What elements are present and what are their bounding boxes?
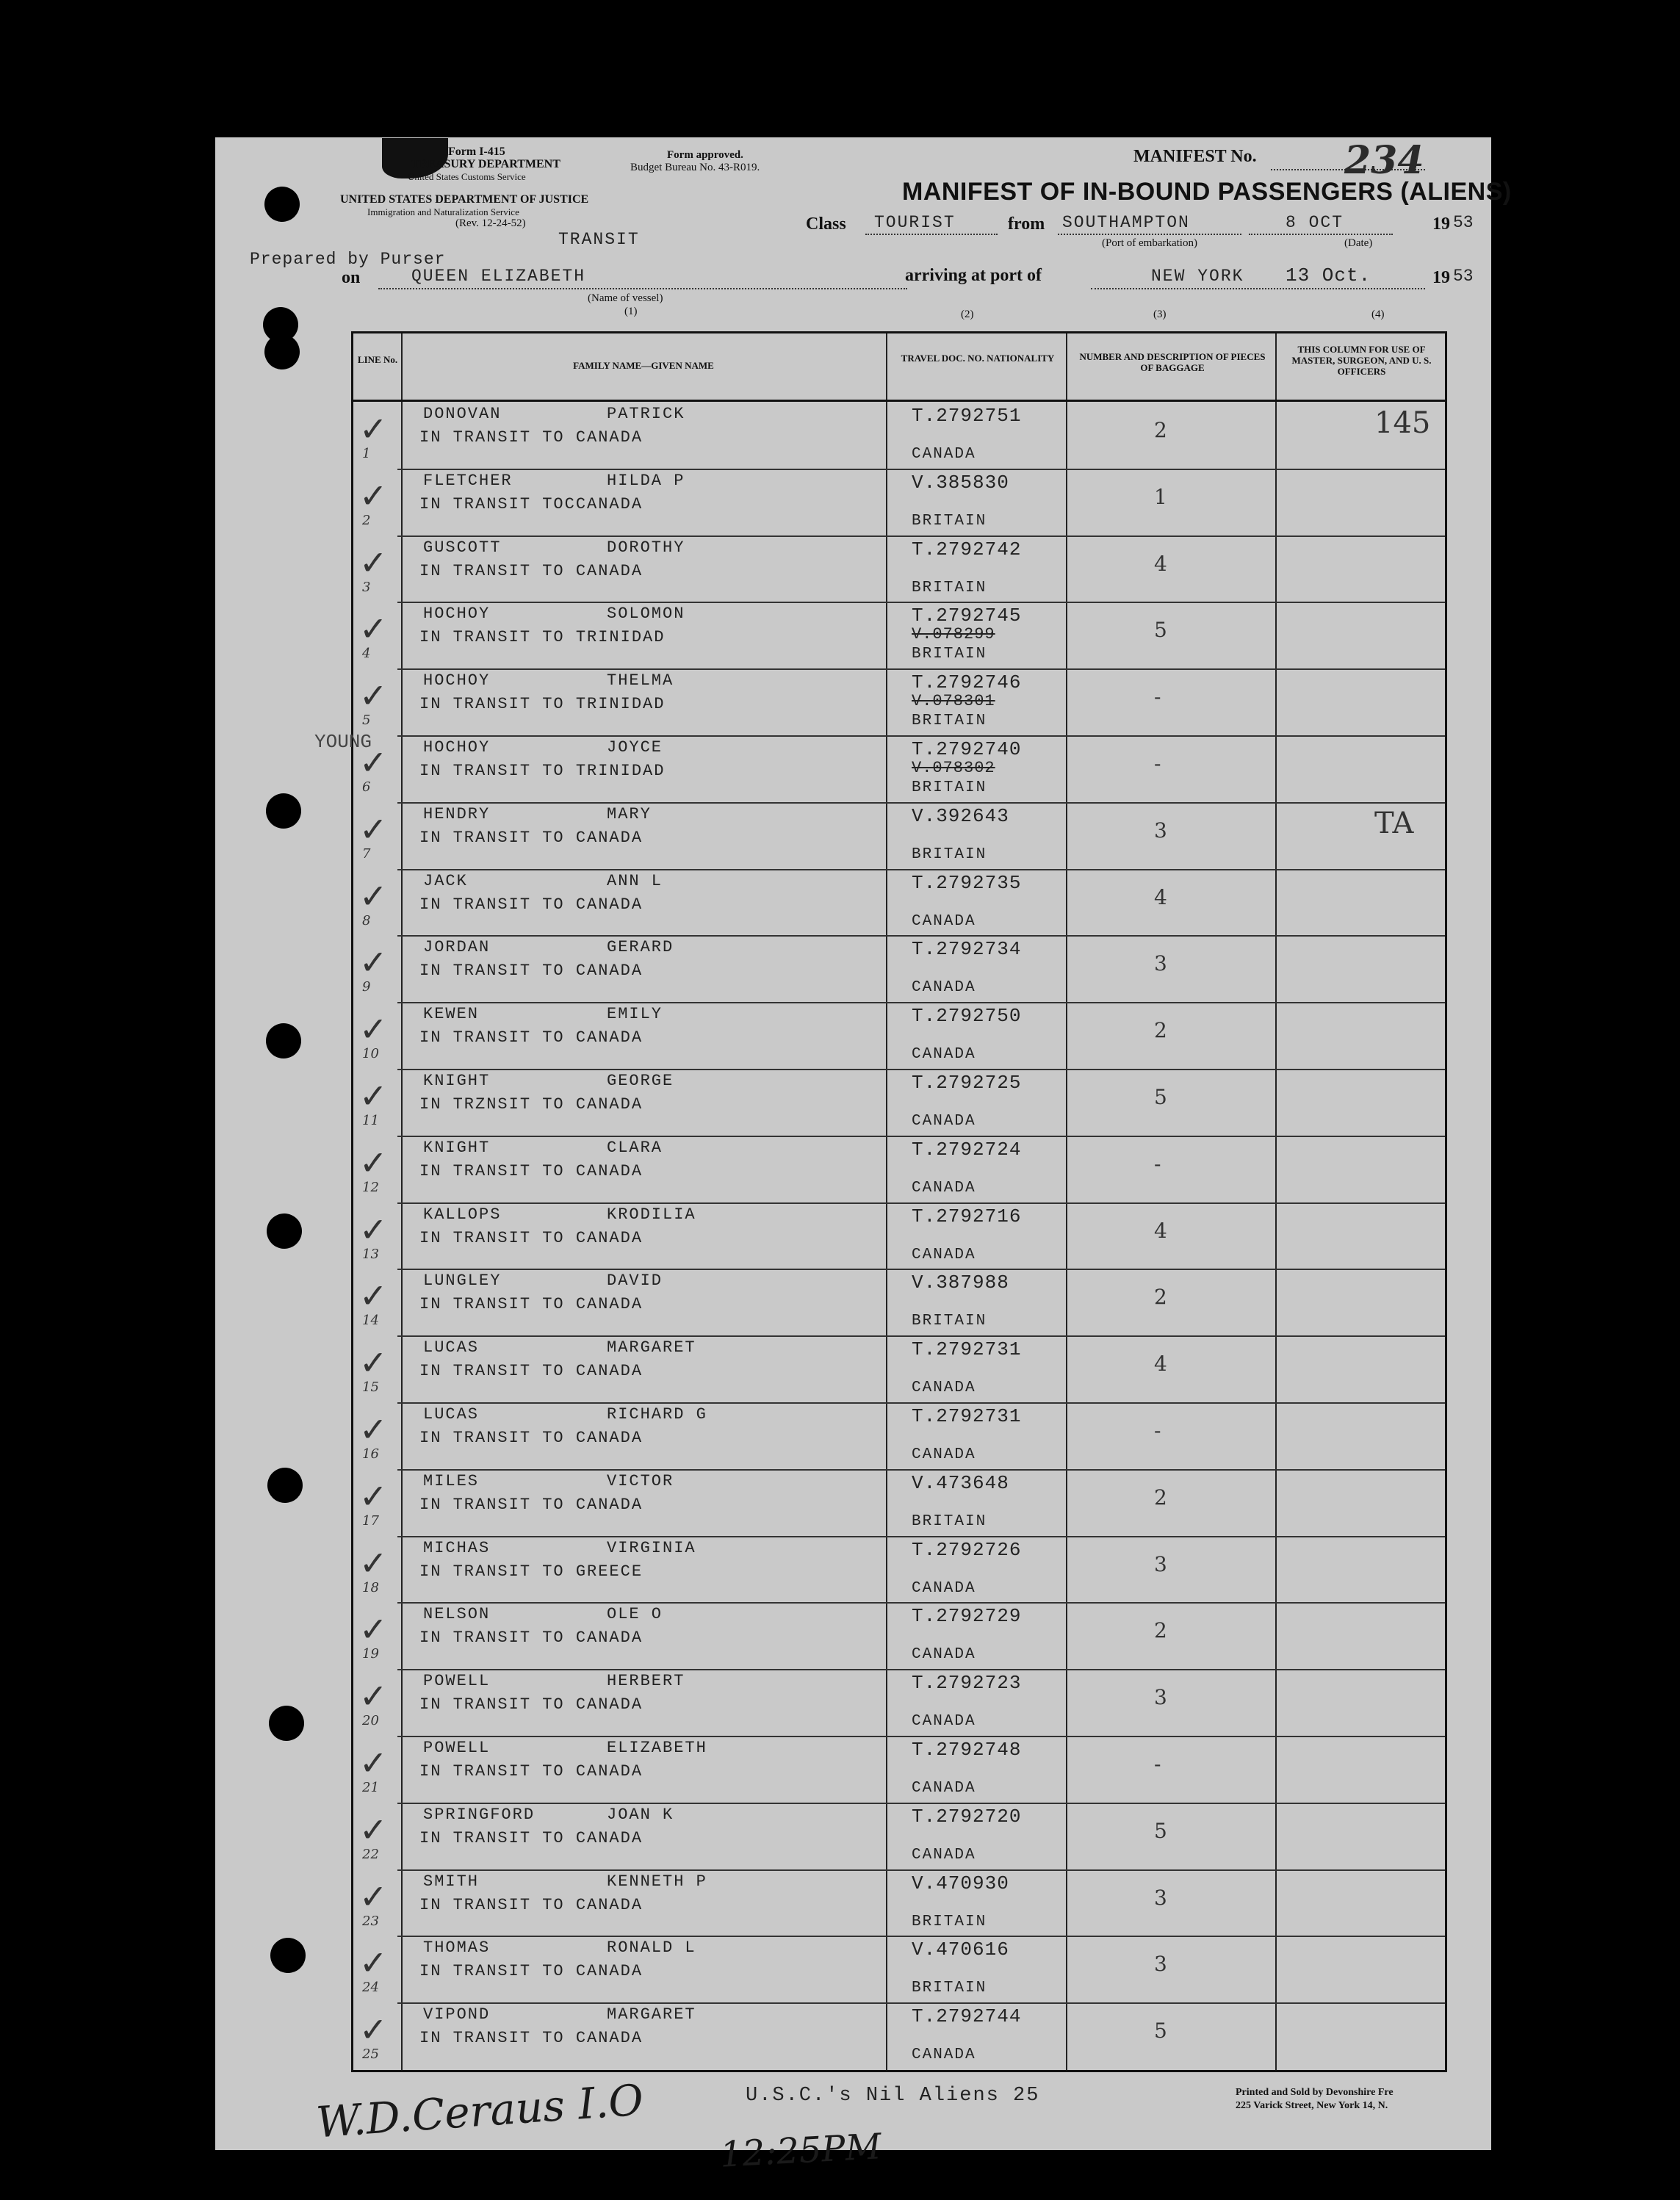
class-value: TOURIST <box>874 213 956 232</box>
vessel-name: QUEEN ELIZABETH <box>411 267 586 286</box>
year-2: 53 <box>1453 267 1474 286</box>
baggage-count: 2 <box>1154 1618 1167 1643</box>
cancelled-doc-number: V.078301 <box>912 692 995 711</box>
baggage-count: 2 <box>1154 1485 1167 1510</box>
nationality: CANADA <box>912 1579 976 1597</box>
baggage-count: 3 <box>1154 951 1167 976</box>
class-label: Class <box>806 214 846 234</box>
nationality: CANADA <box>912 1846 976 1864</box>
family-name: KNIGHT <box>423 1072 491 1090</box>
family-name: HENDRY <box>423 804 491 823</box>
line-number: 13 <box>362 1246 379 1262</box>
nationality: CANADA <box>912 1379 976 1397</box>
transit-note: IN TRANSIT TO CANADA <box>419 2029 643 2048</box>
line-number: 4 <box>362 646 371 662</box>
transit-note: IN TRANSIT TO CANADA <box>419 1295 643 1314</box>
line-number: 10 <box>362 1046 379 1062</box>
nationality: CANADA <box>912 1179 976 1197</box>
baggage-count: - <box>1154 685 1161 710</box>
table-row <box>353 1669 1445 1736</box>
punch-hole <box>267 1468 303 1503</box>
punch-hole <box>270 1938 306 1973</box>
nationality: BRITAIN <box>912 646 987 663</box>
travel-doc-number: V.473648 <box>912 1471 1009 1494</box>
travel-doc-number: V.387988 <box>912 1272 1009 1294</box>
line-number: 22 <box>362 1846 379 1862</box>
family-name: KEWEN <box>423 1005 480 1024</box>
port-embarkation-caption: (Port of embarkation) <box>1102 237 1197 249</box>
line-number: 15 <box>362 1379 379 1396</box>
date-caption: (Date) <box>1344 237 1373 249</box>
check-mark-icon: ✓ <box>359 1743 388 1783</box>
baggage-count: 2 <box>1154 1018 1167 1043</box>
col2-number: (2) <box>961 309 974 320</box>
family-name: GUSCOTT <box>423 538 502 557</box>
col-line-no: LINE No. <box>357 354 398 365</box>
table-row <box>353 602 1445 668</box>
given-name: VIRGINIA <box>607 1538 696 1557</box>
signature: W.D.Ceraus I.O <box>314 2074 646 2148</box>
transit-note: IN TRANSIT TO CANADA <box>419 828 643 847</box>
table-row <box>353 1069 1445 1136</box>
transit-note: IN TRANSIT TO CANADA <box>419 1762 643 1781</box>
nationality: CANADA <box>912 446 976 463</box>
line-number: 9 <box>362 979 371 995</box>
transit-note: IN TRANSIT TO TRINIDAD <box>419 762 666 780</box>
signature-time: 12:25PM <box>718 2126 883 2176</box>
family-name: HOCHOY <box>423 738 491 757</box>
transit-stamp: TRANSIT <box>558 230 640 249</box>
given-name: RICHARD G <box>607 1405 707 1424</box>
check-mark-icon: ✓ <box>359 1943 388 1983</box>
given-name: MARY <box>607 804 652 823</box>
travel-doc-number: T.2792750 <box>912 1005 1022 1028</box>
nationality: CANADA <box>912 1780 976 1797</box>
from-label: from <box>1008 214 1045 234</box>
line-number: 12 <box>362 1179 379 1195</box>
transit-note: IN TRANSIT TO CANADA <box>419 1161 643 1180</box>
table-row <box>353 1936 1445 2002</box>
vessel-column-number: (1) <box>624 306 638 317</box>
line-number: 8 <box>362 912 371 928</box>
table-row <box>353 935 1445 1002</box>
transit-note: IN TRANSIT TO CANADA <box>419 561 643 580</box>
baggage-count: 4 <box>1154 1218 1167 1243</box>
baggage-count: 3 <box>1154 1885 1167 1910</box>
table-row <box>353 1136 1445 1202</box>
check-mark-icon: ✓ <box>359 676 388 716</box>
year-prefix-1: 19 <box>1432 214 1450 234</box>
table-row <box>353 1202 1445 1269</box>
travel-doc-number: T.2792716 <box>912 1205 1022 1227</box>
check-mark-icon: ✓ <box>359 809 388 849</box>
line-number: 19 <box>362 1646 379 1662</box>
line-number: 16 <box>362 1446 379 1462</box>
baggage-count: - <box>1154 1151 1161 1176</box>
given-name: DAVID <box>607 1272 663 1291</box>
treasury-dept: TREASURY DEPARTMENT <box>411 158 560 170</box>
given-name: GERARD <box>607 938 674 957</box>
justice-dept: UNITED STATES DEPARTMENT OF JUSTICE <box>340 193 589 206</box>
nationality: CANADA <box>912 1046 976 1064</box>
family-name: POWELL <box>423 1739 491 1757</box>
col-name: FAMILY NAME—GIVEN NAME <box>573 360 714 371</box>
check-mark-icon: ✓ <box>359 1543 388 1583</box>
family-name: HOCHOY <box>423 671 491 690</box>
form-revision: (Rev. 12-24-52) <box>455 217 526 229</box>
check-mark-icon: ✓ <box>359 1009 388 1050</box>
given-name: OLE O <box>607 1605 663 1624</box>
family-name: SMITH <box>423 1872 480 1891</box>
nationality: CANADA <box>912 2046 976 2064</box>
line-number: 1 <box>362 446 371 461</box>
nationality: CANADA <box>912 1446 976 1463</box>
baggage-count: - <box>1154 751 1161 776</box>
check-mark-icon: ✓ <box>359 942 388 983</box>
table-row <box>353 1736 1445 1803</box>
baggage-count: - <box>1154 1752 1161 1776</box>
check-mark-icon: ✓ <box>359 1209 388 1249</box>
given-name: DOROTHY <box>607 538 685 557</box>
check-mark-icon: ✓ <box>359 743 388 782</box>
check-mark-icon: ✓ <box>359 1410 388 1449</box>
nationality: BRITAIN <box>912 845 987 863</box>
table-row <box>353 2002 1445 2069</box>
table-row <box>353 1469 1445 1536</box>
given-name: KENNETH P <box>607 1872 707 1891</box>
family-name: HOCHOY <box>423 605 491 624</box>
travel-doc-number: V.385830 <box>912 471 1009 494</box>
col3-number: (3) <box>1153 309 1167 320</box>
given-name: HERBERT <box>607 1672 685 1691</box>
baggage-count: 5 <box>1154 618 1167 643</box>
official-note: 145 <box>1374 406 1431 440</box>
table-row <box>353 1869 1445 1936</box>
transit-note: IN TRANSIT TO CANADA <box>419 1962 643 1981</box>
punch-hole <box>269 1706 304 1741</box>
travel-doc-number: V.470616 <box>912 1938 1009 1961</box>
col-baggage: NUMBER AND DESCRIPTION OF PIECES OF BAGGAGE <box>1079 351 1266 373</box>
check-mark-icon: ✓ <box>359 1809 388 1850</box>
travel-doc-number: T.2792746 <box>912 671 1022 694</box>
travel-doc-number: T.2792724 <box>912 1138 1022 1161</box>
col-official: THIS COLUMN FOR USE OF MASTER, SURGEON, AND U. S. OFFICERS <box>1291 344 1432 377</box>
family-name: DONOVAN <box>423 405 502 423</box>
manifest-title: MANIFEST OF IN-BOUND PASSENGERS (ALIENS) <box>902 178 1512 206</box>
table-row <box>353 1002 1445 1069</box>
transit-note: IN TRANSIT TO CANADA <box>419 428 643 447</box>
given-name: RONALD L <box>607 1938 696 1958</box>
check-mark-icon: ✓ <box>359 542 388 583</box>
nationality: CANADA <box>912 979 976 997</box>
nationality: BRITAIN <box>912 1980 987 1997</box>
punch-hole <box>264 187 300 222</box>
nationality: BRITAIN <box>912 1913 987 1930</box>
baggage-count: 5 <box>1154 2019 1167 2044</box>
transit-note: IN TRANSIT TO TRINIDAD <box>419 695 666 714</box>
nationality: CANADA <box>912 1246 976 1263</box>
baggage-count: - <box>1154 1418 1161 1443</box>
travel-doc-number: T.2792720 <box>912 1805 1022 1828</box>
punch-hole <box>267 1213 302 1249</box>
nationality: BRITAIN <box>912 779 987 796</box>
baggage-count: 2 <box>1154 418 1167 442</box>
given-name: KRODILIA <box>607 1205 696 1224</box>
given-name: JOYCE <box>607 738 663 757</box>
family-name: LUNGLEY <box>423 1272 502 1291</box>
line-number: 18 <box>362 1579 379 1595</box>
given-name: VICTOR <box>607 1471 674 1490</box>
family-name: JACK <box>423 871 468 890</box>
baggage-count: 5 <box>1154 1085 1167 1109</box>
table-row <box>353 402 1445 469</box>
manifest-no-value: 234 <box>1344 138 1424 183</box>
travel-doc-number: T.2792723 <box>912 1672 1022 1695</box>
passenger-table <box>351 331 1447 2072</box>
table-row <box>353 1536 1445 1603</box>
form-number: Form I-415 <box>448 145 505 158</box>
line-number: 14 <box>362 1313 379 1329</box>
table-row <box>353 1269 1445 1335</box>
manifest-no-label: MANIFEST No. <box>1133 147 1257 166</box>
table-row <box>353 735 1445 802</box>
form-approved: Form approved. <box>667 149 743 161</box>
baggage-count: 4 <box>1154 1352 1167 1377</box>
embark-date: 8 OCT <box>1286 213 1344 232</box>
cancelled-doc-number: V.078302 <box>912 759 995 777</box>
line-number: 17 <box>362 1512 379 1529</box>
given-name: THELMA <box>607 671 674 690</box>
nationality: CANADA <box>912 1713 976 1731</box>
col-doc: TRAVEL DOC. NO. NATIONALITY <box>901 353 1055 364</box>
transit-note: IN TRANSIT TOCCANADA <box>419 494 643 513</box>
travel-doc-number: T.2792731 <box>912 1405 1022 1427</box>
printer-line-1: Printed and Sold by Devonshire Fre <box>1236 2087 1394 2098</box>
given-name: MARGARET <box>607 2005 696 2024</box>
footer-summary: U.S.C.'s Nil Aliens 25 <box>746 2085 1040 2107</box>
margin-young: YOUNG <box>314 731 372 753</box>
table-row <box>353 1402 1445 1469</box>
transit-note: IN TRANSIT TO CANADA <box>419 1828 643 1847</box>
travel-doc-number: T.2792726 <box>912 1538 1022 1561</box>
baggage-count: 3 <box>1154 1551 1167 1576</box>
printer-line-2: 225 Varick Street, New York 14, N. <box>1236 2100 1388 2111</box>
baggage-count: 5 <box>1154 1818 1167 1843</box>
cancelled-doc-number: V.078299 <box>912 625 995 644</box>
customs-service: United States Customs Service <box>408 171 526 182</box>
family-name: MILES <box>423 1471 480 1490</box>
check-mark-icon: ✓ <box>359 876 388 916</box>
baggage-count: 1 <box>1154 484 1167 509</box>
table-row <box>353 535 1445 602</box>
nationality: BRITAIN <box>912 579 987 596</box>
nationality: BRITAIN <box>912 1313 987 1330</box>
given-name: MARGARET <box>607 1338 696 1357</box>
col4-number: (4) <box>1371 309 1385 320</box>
transit-note: IN TRANSIT TO CANADA <box>419 895 643 914</box>
transit-note: IN TRANSIT TO CANADA <box>419 1362 643 1381</box>
check-mark-icon: ✓ <box>359 609 388 649</box>
transit-note: IN TRANSIT TO GREECE <box>419 1562 643 1581</box>
family-name: FLETCHER <box>423 471 513 490</box>
punch-hole <box>266 793 301 829</box>
table-row <box>353 668 1445 735</box>
official-note: TA <box>1374 806 1414 840</box>
transit-note: IN TRANSIT TO TRINIDAD <box>419 628 666 647</box>
arriving-label: arriving at port of <box>905 266 1042 285</box>
baggage-count: 3 <box>1154 818 1167 843</box>
ins-service: Immigration and Naturalization Service <box>367 206 519 217</box>
travel-doc-number: T.2792735 <box>912 871 1022 894</box>
check-mark-icon: ✓ <box>359 409 388 449</box>
travel-doc-number: T.2792731 <box>912 1338 1022 1361</box>
travel-doc-number: T.2792729 <box>912 1605 1022 1628</box>
line-number: 7 <box>362 845 371 862</box>
family-name: KNIGHT <box>423 1138 491 1157</box>
check-mark-icon: ✓ <box>359 1676 388 1717</box>
travel-doc-number: V.392643 <box>912 804 1009 827</box>
travel-doc-number: T.2792748 <box>912 1739 1022 1761</box>
budget-bureau: Budget Bureau No. 43-R019. <box>630 162 760 173</box>
table-row <box>353 469 1445 535</box>
line-number: 25 <box>362 2046 379 2063</box>
line-number: 2 <box>362 512 371 528</box>
given-name: CLARA <box>607 1138 663 1157</box>
line-number: 3 <box>362 579 371 595</box>
line-number: 6 <box>362 779 371 795</box>
given-name: PATRICK <box>607 405 685 423</box>
table-row <box>353 802 1445 869</box>
given-name: SOLOMON <box>607 605 685 624</box>
given-name: JOAN K <box>607 1805 674 1824</box>
given-name: ANN L <box>607 871 663 890</box>
line-number: 23 <box>362 1913 379 1929</box>
table-row <box>353 1602 1445 1669</box>
transit-note: IN TRANSIT TO CANADA <box>419 1629 643 1648</box>
table-row <box>353 1335 1445 1402</box>
check-mark-icon: ✓ <box>359 1609 388 1650</box>
table-row <box>353 1803 1445 1869</box>
vessel-caption: (Name of vessel) <box>588 292 663 304</box>
baggage-count: 2 <box>1154 1285 1167 1310</box>
year-prefix-2: 19 <box>1432 268 1450 287</box>
family-name: NELSON <box>423 1605 491 1624</box>
baggage-count: 3 <box>1154 1952 1167 1977</box>
check-mark-icon: ✓ <box>359 1142 388 1183</box>
on-label: on <box>342 268 361 287</box>
given-name: GEORGE <box>607 1072 674 1090</box>
travel-doc-number: T.2792745 <box>912 605 1022 627</box>
travel-doc-number: V.470930 <box>912 1872 1009 1894</box>
nationality: CANADA <box>912 1113 976 1130</box>
family-name: POWELL <box>423 1672 491 1691</box>
transit-note: IN TRZNSIT TO CANADA <box>419 1095 643 1114</box>
given-name: ELIZABETH <box>607 1739 707 1757</box>
baggage-count: 4 <box>1154 551 1167 576</box>
nationality: CANADA <box>912 912 976 930</box>
travel-doc-number: T.2792725 <box>912 1072 1022 1094</box>
baggage-count: 4 <box>1154 884 1167 909</box>
nationality: BRITAIN <box>912 512 987 530</box>
transit-note: IN TRANSIT TO CANADA <box>419 1695 643 1714</box>
year-1: 53 <box>1453 213 1474 232</box>
transit-note: IN TRANSIT TO CANADA <box>419 1895 643 1914</box>
given-name: HILDA P <box>607 471 685 490</box>
table-row <box>353 869 1445 936</box>
family-name: VIPOND <box>423 2005 491 2024</box>
transit-note: IN TRANSIT TO CANADA <box>419 1228 643 1247</box>
travel-doc-number: T.2792742 <box>912 538 1022 560</box>
given-name: EMILY <box>607 1005 663 1024</box>
check-mark-icon: ✓ <box>359 1476 388 1516</box>
punch-hole <box>264 334 300 369</box>
line-number: 5 <box>362 713 371 729</box>
transit-note: IN TRANSIT TO CANADA <box>419 1028 643 1047</box>
check-mark-icon: ✓ <box>359 1343 388 1383</box>
family-name: THOMAS <box>423 1938 491 1958</box>
arrival-port: NEW YORK <box>1151 267 1244 286</box>
family-name: LUCAS <box>423 1338 480 1357</box>
nationality: BRITAIN <box>912 1512 987 1530</box>
check-mark-icon: ✓ <box>359 475 388 516</box>
arrival-date: 13 Oct. <box>1286 264 1371 286</box>
family-name: JORDAN <box>423 938 491 957</box>
transit-note: IN TRANSIT TO CANADA <box>419 1429 643 1447</box>
line-number: 24 <box>362 1980 379 1996</box>
transit-note: IN TRANSIT TO CANADA <box>419 962 643 981</box>
family-name: LUCAS <box>423 1405 480 1424</box>
travel-doc-number: T.2792744 <box>912 2005 1022 2028</box>
travel-doc-number: T.2792751 <box>912 405 1022 427</box>
prepared-by: Prepared by Purser <box>250 250 446 269</box>
check-mark-icon: ✓ <box>359 1076 388 1116</box>
family-name: SPRINGFORD <box>423 1805 536 1824</box>
check-mark-icon: ✓ <box>359 1276 388 1316</box>
check-mark-icon: ✓ <box>359 2010 388 2050</box>
baggage-count: 3 <box>1154 1685 1167 1710</box>
transit-note: IN TRANSIT TO CANADA <box>419 1495 643 1514</box>
check-mark-icon: ✓ <box>359 1876 388 1916</box>
family-name: MICHAS <box>423 1538 491 1557</box>
travel-doc-number: T.2792734 <box>912 938 1022 961</box>
punch-hole <box>266 1023 301 1058</box>
line-number: 11 <box>362 1113 379 1128</box>
line-number: 21 <box>362 1780 379 1795</box>
nationality: BRITAIN <box>912 713 987 730</box>
line-number: 20 <box>362 1713 379 1729</box>
port-embarkation: SOUTHAMPTON <box>1062 213 1190 232</box>
nationality: CANADA <box>912 1646 976 1664</box>
family-name: KALLOPS <box>423 1205 502 1224</box>
travel-doc-number: T.2792740 <box>912 738 1022 760</box>
